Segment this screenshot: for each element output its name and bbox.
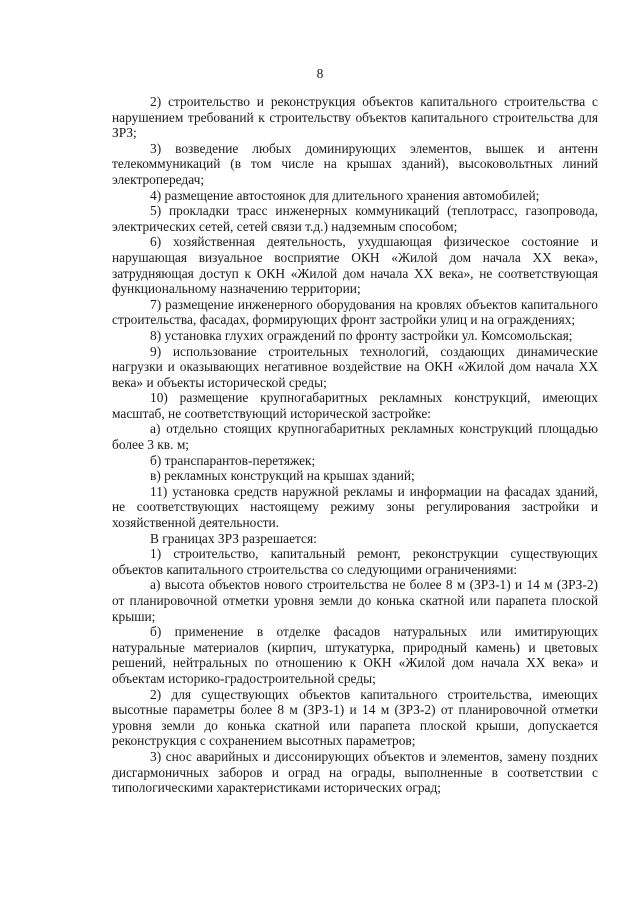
paragraph: 2) строительство и реконструкция объектов капитального строительства с нарушением требований к строительству объектов капитального строительства для ЗРЗ;: [112, 94, 598, 141]
paragraph: в) рекламных конструкций на крышах зданий;: [150, 468, 415, 484]
paragraph: 9) использование строительных технологий, создающих динамические нагрузки и оказывающих негативное воздействие на ОКН «Жилой дом начала XX века» и объекты исторической среды;: [112, 343, 598, 390]
paragraph: 3) возведение любых доминирующих элементов, вышек и антенн телекоммуникаций (в том числе на крышах зданий), высоковольтных линий электропередач;: [112, 140, 598, 187]
paragraph: а) отдельно стоящих крупногабаритных рекламных конструкций площадью более 3 кв. м;: [112, 421, 598, 453]
paragraph: 8) установка глухих ограждений по фронту застройки ул. Комсомольская;: [150, 327, 573, 343]
paragraph: 5) прокладки трасс инженерных коммуникаций (теплотрасс, газопровода, электрических сетей, сетей связи т.д.) надземным способом;: [112, 203, 598, 234]
paragraph: б) применение в отделке фасадов натуральных или имитирующих натуральные материалов (кирпич, штукатурка, природный камень) и цветовых решений, нейтральных по отношению к ОКН «Жилой дом начала XX века» и объектам историко-градостроительной среды;: [112, 624, 598, 686]
paragraph: 4) размещение автостоянок для длительного хранения автомобилей;: [150, 187, 540, 203]
paragraph: В границах ЗРЗ разрешается:: [150, 530, 317, 546]
paragraph: 1) строительство, капитальный ремонт, реконструкции существующих объектов капитального строительства со следующими ограничениями:: [112, 546, 598, 577]
paragraph: 3) снос аварийных и диссонирующих объектов и элементов, замену поздних дисгармоничных заборов и оград на ограды, выполненные в соответствии с типологическими характеристиками исторических оград;: [112, 748, 598, 796]
paragraph: 6) хозяйственная деятельность, ухудшающая физическое состояние и нарушающая визуальное восприятие ОКН «Жилой дом начала XX века», затрудняющая доступ к ОКН «Жилой дом начала XX века», не соответствующая функциональному назначению территории;: [112, 234, 598, 297]
paragraph: б) транспарантов-перетяжек;: [150, 452, 316, 468]
paragraph: а) высота объектов нового строительства не более 8 м (ЗРЗ-1) и 14 м (ЗРЗ-2) от планировочной отметки уровня земли до конька скатной или парапета плоской крыши;: [112, 577, 598, 624]
document-body: [112, 94, 598, 796]
paragraph: 7) размещение инженерного оборудования на кровлях объектов капитального строительства, фасадах, формирующих фронт застройки улиц и на ограждениях;: [112, 296, 598, 328]
page-number: 8: [316, 66, 324, 81]
paragraph: 11) установка средств наружной рекламы и информации на фасадах зданий, не соответствующих настоящему режиму зоны регулирования застройки и хозяйственной деятельности.: [112, 483, 598, 531]
paragraph: 2) для существующих объектов капитального строительства, имеющих высотные параметры более 8 м (ЗРЗ-1) и 14 м (ЗРЗ-2) от планировочной отметки уровня земли до конька скатной или парапета плоской крыши, допускается реконструкция с сохранением высотных параметров;: [112, 686, 598, 749]
paragraph: 10) размещение крупногабаритных рекламных конструкций, имеющих масштаб, не соответствующий исторической застройке:: [112, 390, 598, 421]
